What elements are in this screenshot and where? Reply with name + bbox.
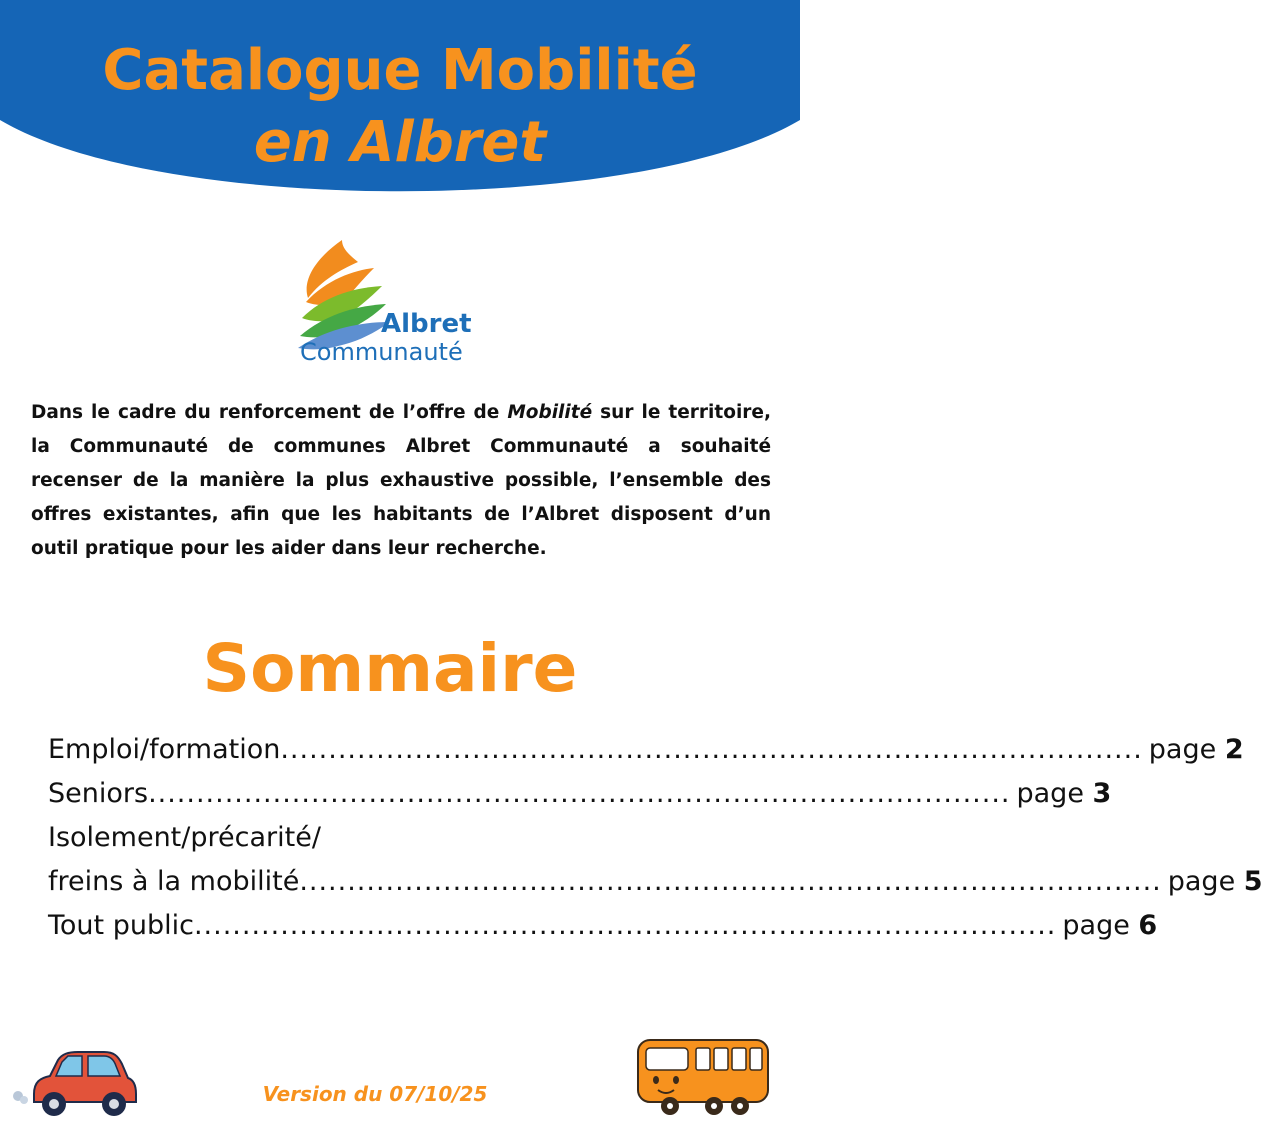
toc-item-isolement [48,822,738,866]
toc-leader-dots: .......................................................................................... [193,910,1057,941]
toc-page-number: 5 [1243,866,1263,897]
page-title: Catalogue Mobilité [102,38,698,103]
toc-page-number: 3 [1092,778,1112,809]
toc-label: Emploi/formation [48,734,281,765]
toc-item-tout-public [48,910,1158,954]
toc-page-ref: page 5 [1167,866,1263,897]
intro-paragraph [31,396,771,566]
intro-text-end: sur le territoire, la Communauté de communes Albret Communauté a souhaité recenser de la manière la plus exhaustive possible, l’ensemble des offres existantes, afin que les habitants de l’Albret disposent d’un outil pratique pour les aider dans leur recherche. [31,402,771,559]
car-icon [8,1048,138,1118]
toc-item-freins [48,866,1263,910]
page-subtitle: en Albret [253,110,547,175]
intro-emphasis: Mobilité [507,402,593,423]
toc-page-number: 6 [1138,910,1158,941]
intro-text-start: Dans le cadre du renforcement de l’offre de [31,402,508,423]
logo-name-line2: Communauté [300,338,463,366]
toc-label: Seniors [48,778,149,809]
toc-page-ref: page 2 [1148,734,1244,765]
toc-leader-dots: .......................................................................................... [148,778,1011,809]
toc-page-ref: page 6 [1062,910,1158,941]
header-band [0,0,800,215]
toc-page-number: 2 [1224,734,1244,765]
toc-label: Tout public [48,910,194,941]
version-date: Version du 07/10/25 [262,1082,488,1106]
toc-label: freins à la mobilité [48,866,300,897]
table-of-contents [48,734,1263,954]
toc-label: Isolement/précarité/ [48,822,321,853]
logo-name-line1: Albret [381,309,472,339]
sommaire-heading: Sommaire [202,630,578,707]
header-banner [0,0,800,215]
toc-item-emploi [48,734,1244,778]
toc-item-seniors [48,778,1112,822]
toc-leader-dots: .......................................................................................... [280,734,1143,765]
toc-page-ref: page 3 [1016,778,1112,809]
toc-leader-dots: .......................................................................................... [299,866,1162,897]
bus-icon [636,1036,772,1118]
